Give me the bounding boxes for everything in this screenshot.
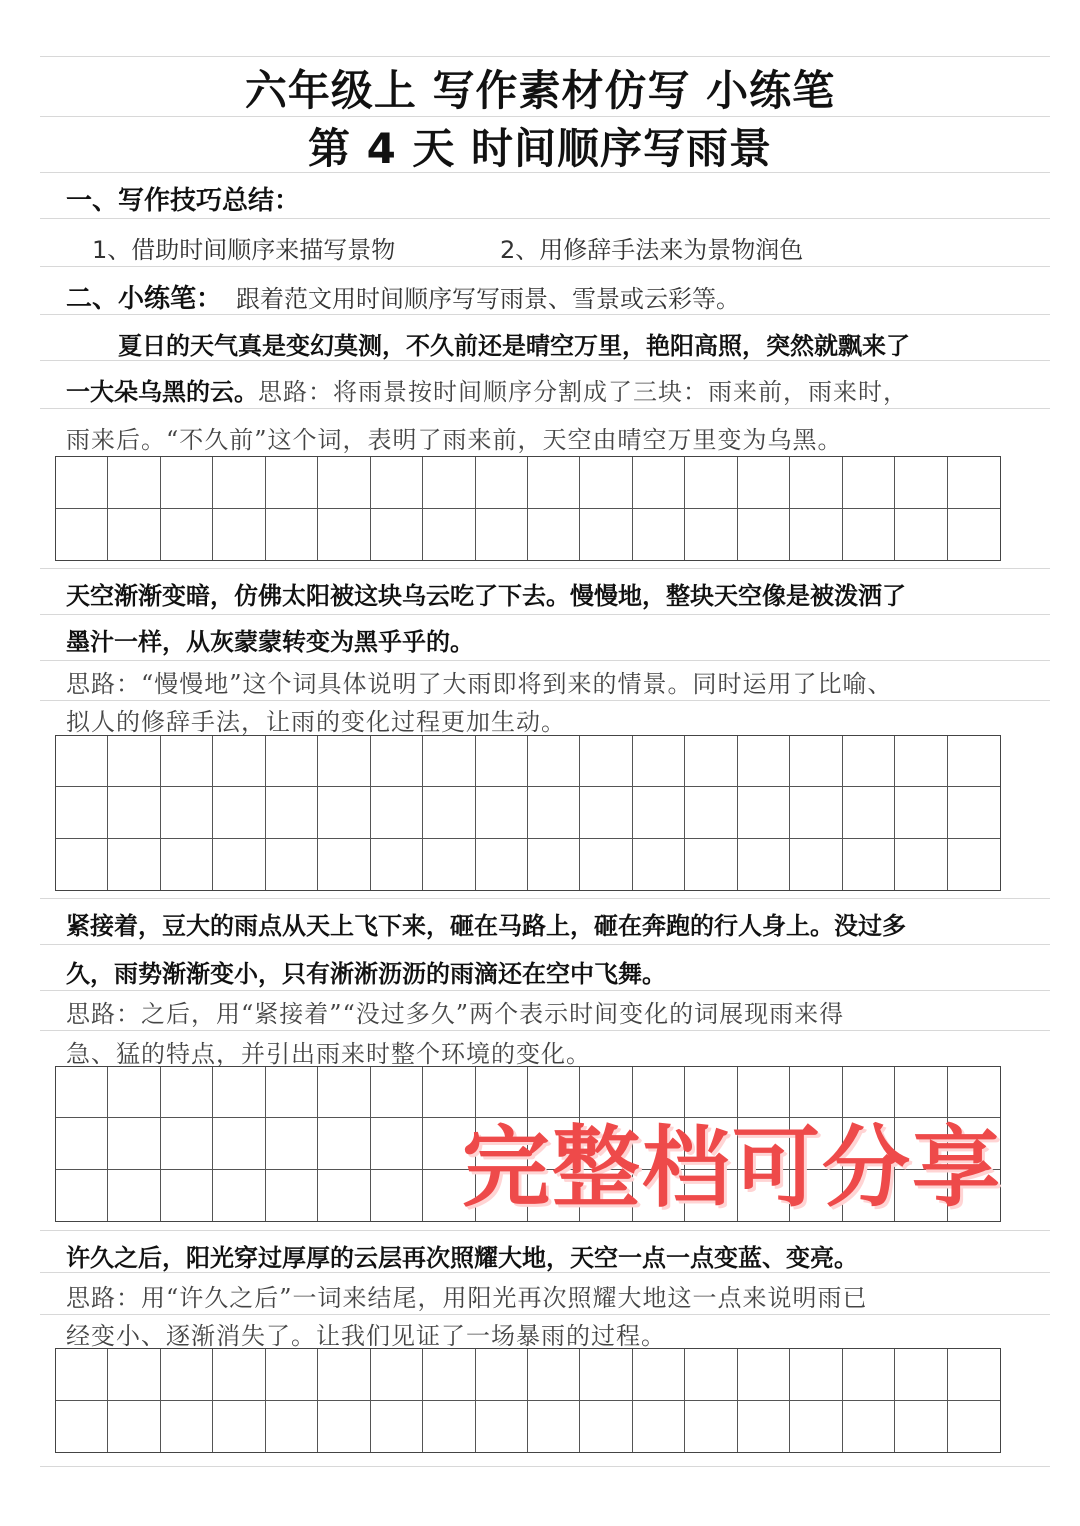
ruled-line	[40, 1314, 1050, 1315]
grid-cell[interactable]	[580, 509, 632, 561]
grid-cell[interactable]	[528, 736, 580, 787]
grid-cell[interactable]	[423, 839, 475, 890]
grid-cell[interactable]	[213, 457, 265, 509]
grid-cell[interactable]	[790, 1401, 842, 1453]
ruled-line	[40, 408, 1050, 409]
grid-cell[interactable]	[633, 787, 685, 838]
passage-1-line-1: 夏日的天气真是变幻莫测，不久前还是晴空万里，艳阳高照，突然就飘来了	[118, 332, 910, 360]
grid-cell[interactable]	[948, 736, 1000, 787]
grid-cell[interactable]	[423, 787, 475, 838]
passage-3-thought-line-2: 急、猛的特点，并引出雨来时整个环境的变化。	[66, 1040, 591, 1068]
grid-cell[interactable]	[161, 1349, 213, 1401]
grid-cell[interactable]	[476, 1401, 528, 1453]
ruled-line	[40, 1466, 1050, 1467]
grid-cell[interactable]	[318, 509, 370, 561]
practice-heading-label: 二、小练笔：	[66, 284, 223, 314]
grid-cell[interactable]	[843, 457, 895, 509]
writing-grid-4[interactable]	[55, 1348, 1001, 1453]
grid-cell[interactable]	[528, 787, 580, 838]
grid-cell[interactable]	[266, 1349, 318, 1401]
grid-cell[interactable]	[266, 839, 318, 890]
grid-cell[interactable]	[161, 839, 213, 890]
grid-cell[interactable]	[790, 1349, 842, 1401]
ruled-line	[40, 1230, 1050, 1231]
grid-cell[interactable]	[318, 736, 370, 787]
passage-1-line-2	[66, 372, 1026, 407]
practice-instruction: 跟着范文用时间顺序写写雨景、雪景或云彩等。	[236, 285, 741, 313]
grid-cell[interactable]	[790, 787, 842, 838]
technique-tip-2: 2、用修辞手法来为景物润色	[500, 236, 804, 264]
grid-cell[interactable]	[790, 839, 842, 890]
ruled-line	[40, 700, 1050, 701]
grid-cell[interactable]	[790, 457, 842, 509]
section-heading-techniques: 一、写作技巧总结：	[66, 186, 301, 216]
grid-cell[interactable]	[108, 1349, 160, 1401]
grid-cell[interactable]	[56, 1170, 108, 1221]
ruled-line	[40, 568, 1050, 569]
grid-cell[interactable]	[738, 509, 790, 561]
grid-cell[interactable]	[685, 839, 737, 890]
grid-cell[interactable]	[580, 457, 632, 509]
grid-cell[interactable]	[685, 457, 737, 509]
grid-cell[interactable]	[108, 1401, 160, 1453]
ruled-line	[40, 990, 1050, 991]
grid-cell[interactable]	[528, 839, 580, 890]
section-heading-practice	[66, 278, 740, 315]
ruled-line	[40, 944, 1050, 945]
grid-cell[interactable]	[423, 736, 475, 787]
passage-3-line-2: 久，雨势渐渐变小，只有淅淅沥沥的雨滴还在空中飞舞。	[66, 960, 666, 988]
grid-cell[interactable]	[318, 1349, 370, 1401]
grid-cell[interactable]	[633, 1349, 685, 1401]
grid-cell[interactable]	[423, 509, 475, 561]
grid-cell[interactable]	[213, 1118, 265, 1169]
grid-cell[interactable]	[56, 736, 108, 787]
grid-cell[interactable]	[266, 787, 318, 838]
grid-cell[interactable]	[528, 457, 580, 509]
grid-cell[interactable]	[948, 1349, 1000, 1401]
writing-grid-1[interactable]	[55, 456, 1001, 561]
grid-cell[interactable]	[213, 839, 265, 890]
grid-cell[interactable]	[476, 1349, 528, 1401]
grid-cell[interactable]	[161, 1067, 213, 1118]
grid-cell[interactable]	[161, 736, 213, 787]
passage-4-thought-line-1: 思路：用“许久之后”一词来结尾，用阳光再次照耀大地这一点来说明雨已	[66, 1284, 868, 1312]
grid-cell[interactable]	[790, 509, 842, 561]
grid-cell[interactable]	[318, 787, 370, 838]
grid-cell[interactable]	[738, 736, 790, 787]
grid-cell[interactable]	[738, 1349, 790, 1401]
grid-cell[interactable]	[633, 509, 685, 561]
grid-cell[interactable]	[895, 787, 947, 838]
grid-cell[interactable]	[633, 736, 685, 787]
grid-cell[interactable]	[685, 509, 737, 561]
grid-cell[interactable]	[266, 1118, 318, 1169]
grid-cell[interactable]	[843, 839, 895, 890]
grid-cell[interactable]	[213, 1349, 265, 1401]
passage-2-thought-line-2: 拟人的修辞手法，让雨的变化过程更加生动。	[66, 708, 566, 736]
writing-grid-2[interactable]	[55, 735, 1001, 891]
grid-cell[interactable]	[371, 1118, 423, 1169]
grid-cell[interactable]	[213, 1067, 265, 1118]
grid-cell[interactable]	[318, 839, 370, 890]
grid-cell[interactable]	[476, 839, 528, 890]
grid-cell[interactable]	[685, 736, 737, 787]
grid-cell[interactable]	[56, 509, 108, 561]
grid-cell[interactable]	[371, 839, 423, 890]
grid-cell[interactable]	[580, 839, 632, 890]
grid-cell[interactable]	[580, 787, 632, 838]
grid-cell[interactable]	[56, 1067, 108, 1118]
grid-cell[interactable]	[108, 509, 160, 561]
grid-cell[interactable]	[56, 1349, 108, 1401]
grid-cell[interactable]	[213, 1401, 265, 1453]
grid-cell[interactable]	[371, 1067, 423, 1118]
grid-cell[interactable]	[371, 509, 423, 561]
grid-cell[interactable]	[161, 1118, 213, 1169]
passage-1-bold-end: 一大朵乌黑的云。	[66, 378, 258, 406]
grid-cell[interactable]	[108, 1067, 160, 1118]
grid-cell[interactable]	[266, 736, 318, 787]
grid-cell[interactable]	[843, 509, 895, 561]
passage-3-line-1: 紧接着，豆大的雨点从天上飞下来，砸在马路上，砸在奔跑的行人身上。没过多	[66, 912, 906, 940]
grid-cell[interactable]	[56, 1401, 108, 1453]
grid-cell[interactable]	[895, 457, 947, 509]
grid-cell[interactable]	[948, 1401, 1000, 1453]
grid-cell[interactable]	[371, 457, 423, 509]
page-subtitle: 第 4 天 时间顺序写雨景	[307, 124, 773, 173]
grid-cell[interactable]	[685, 1401, 737, 1453]
passage-2-line-1: 天空渐渐变暗，仿佛太阳被这块乌云吃了下去。慢慢地，整块天空像是被泼洒了	[66, 582, 906, 610]
passage-3-thought-line-1: 思路：之后，用“紧接着”“没过多久”两个表示时间变化的词展现雨来得	[66, 1000, 845, 1028]
grid-cell[interactable]	[213, 1170, 265, 1221]
grid-cell[interactable]	[528, 1401, 580, 1453]
grid-cell[interactable]	[528, 509, 580, 561]
passage-2-thought-line-1: 思路：“慢慢地”这个词具体说明了大雨即将到来的情景。同时运用了比喻、	[66, 670, 893, 698]
grid-cell[interactable]	[213, 736, 265, 787]
grid-cell[interactable]	[108, 457, 160, 509]
grid-cell[interactable]	[476, 509, 528, 561]
grid-cell[interactable]	[371, 1170, 423, 1221]
grid-cell[interactable]	[108, 1118, 160, 1169]
passage-4-line-1: 许久之后，阳光穿过厚厚的云层再次照耀大地，天空一点一点变蓝、变亮。	[66, 1244, 858, 1272]
grid-cell[interactable]	[108, 1170, 160, 1221]
grid-cell[interactable]	[685, 787, 737, 838]
grid-cell[interactable]	[318, 1067, 370, 1118]
grid-cell[interactable]	[685, 1349, 737, 1401]
grid-cell[interactable]	[895, 839, 947, 890]
grid-cell[interactable]	[161, 1170, 213, 1221]
ruled-line	[40, 614, 1050, 615]
grid-cell[interactable]	[843, 1401, 895, 1453]
grid-cell[interactable]	[161, 787, 213, 838]
grid-cell[interactable]	[108, 787, 160, 838]
grid-cell[interactable]	[738, 787, 790, 838]
grid-cell[interactable]	[213, 509, 265, 561]
technique-tip-1: 1、借助时间顺序来描写景物	[92, 236, 396, 264]
grid-cell[interactable]	[266, 1401, 318, 1453]
grid-cell[interactable]	[948, 787, 1000, 838]
grid-cell[interactable]	[371, 787, 423, 838]
grid-cell[interactable]	[108, 736, 160, 787]
grid-cell[interactable]	[633, 839, 685, 890]
grid-cell[interactable]	[56, 839, 108, 890]
grid-cell[interactable]	[423, 1349, 475, 1401]
grid-cell[interactable]	[580, 736, 632, 787]
grid-cell[interactable]	[56, 787, 108, 838]
grid-cell[interactable]	[528, 1349, 580, 1401]
grid-cell[interactable]	[318, 457, 370, 509]
grid-cell[interactable]	[580, 1401, 632, 1453]
grid-cell[interactable]	[161, 509, 213, 561]
grid-cell[interactable]	[213, 787, 265, 838]
grid-cell[interactable]	[580, 1349, 632, 1401]
grid-cell[interactable]	[633, 457, 685, 509]
ruled-line	[40, 1030, 1050, 1031]
passage-2-line-2: 墨汁一样，从灰蒙蒙转变为黑乎乎的。	[66, 628, 474, 656]
grid-cell[interactable]	[948, 457, 1000, 509]
passage-4-thought-line-2: 经变小、逐渐消失了。让我们见证了一场暴雨的过程。	[66, 1322, 666, 1350]
grid-cell[interactable]	[843, 1349, 895, 1401]
grid-cell[interactable]	[266, 1067, 318, 1118]
grid-cell[interactable]	[895, 1349, 947, 1401]
grid-cell[interactable]	[633, 1401, 685, 1453]
grid-cell[interactable]	[266, 1170, 318, 1221]
grid-cell[interactable]	[318, 1118, 370, 1169]
ruled-line	[40, 218, 1050, 219]
grid-cell[interactable]	[895, 736, 947, 787]
grid-cell[interactable]	[318, 1170, 370, 1221]
grid-cell[interactable]	[371, 1349, 423, 1401]
ruled-line	[40, 660, 1050, 661]
grid-cell[interactable]	[476, 787, 528, 838]
grid-cell[interactable]	[790, 736, 842, 787]
grid-cell[interactable]	[56, 457, 108, 509]
grid-cell[interactable]	[895, 509, 947, 561]
page-title: 六年级上 写作素材仿写 小练笔	[244, 66, 836, 115]
grid-cell[interactable]	[318, 1401, 370, 1453]
grid-cell[interactable]	[423, 457, 475, 509]
grid-cell[interactable]	[423, 1401, 475, 1453]
grid-cell[interactable]	[738, 839, 790, 890]
grid-cell[interactable]	[948, 839, 1000, 890]
grid-cell[interactable]	[738, 1401, 790, 1453]
ruled-line	[40, 56, 1050, 57]
grid-cell[interactable]	[843, 787, 895, 838]
passage-1-thought-line: 雨来后。“不久前”这个词，表明了雨来前，天空由晴空万里变为乌黑。	[66, 426, 843, 454]
passage-1-thought-inline: 思路：将雨景按时间顺序分割成了三块：雨来前，雨来时，	[258, 378, 908, 406]
grid-cell[interactable]	[476, 736, 528, 787]
watermark-text: 完整档可分享	[462, 1116, 1003, 1219]
grid-cell[interactable]	[161, 457, 213, 509]
grid-cell[interactable]	[266, 457, 318, 509]
grid-cell[interactable]	[895, 1401, 947, 1453]
grid-cell[interactable]	[56, 1118, 108, 1169]
grid-cell[interactable]	[948, 509, 1000, 561]
grid-cell[interactable]	[108, 839, 160, 890]
grid-cell[interactable]	[371, 736, 423, 787]
ruled-line	[40, 266, 1050, 267]
ruled-line	[40, 898, 1050, 899]
grid-cell[interactable]	[266, 509, 318, 561]
grid-cell[interactable]	[371, 1401, 423, 1453]
grid-cell[interactable]	[843, 736, 895, 787]
grid-cell[interactable]	[738, 457, 790, 509]
grid-cell[interactable]	[476, 457, 528, 509]
grid-cell[interactable]	[161, 1401, 213, 1453]
